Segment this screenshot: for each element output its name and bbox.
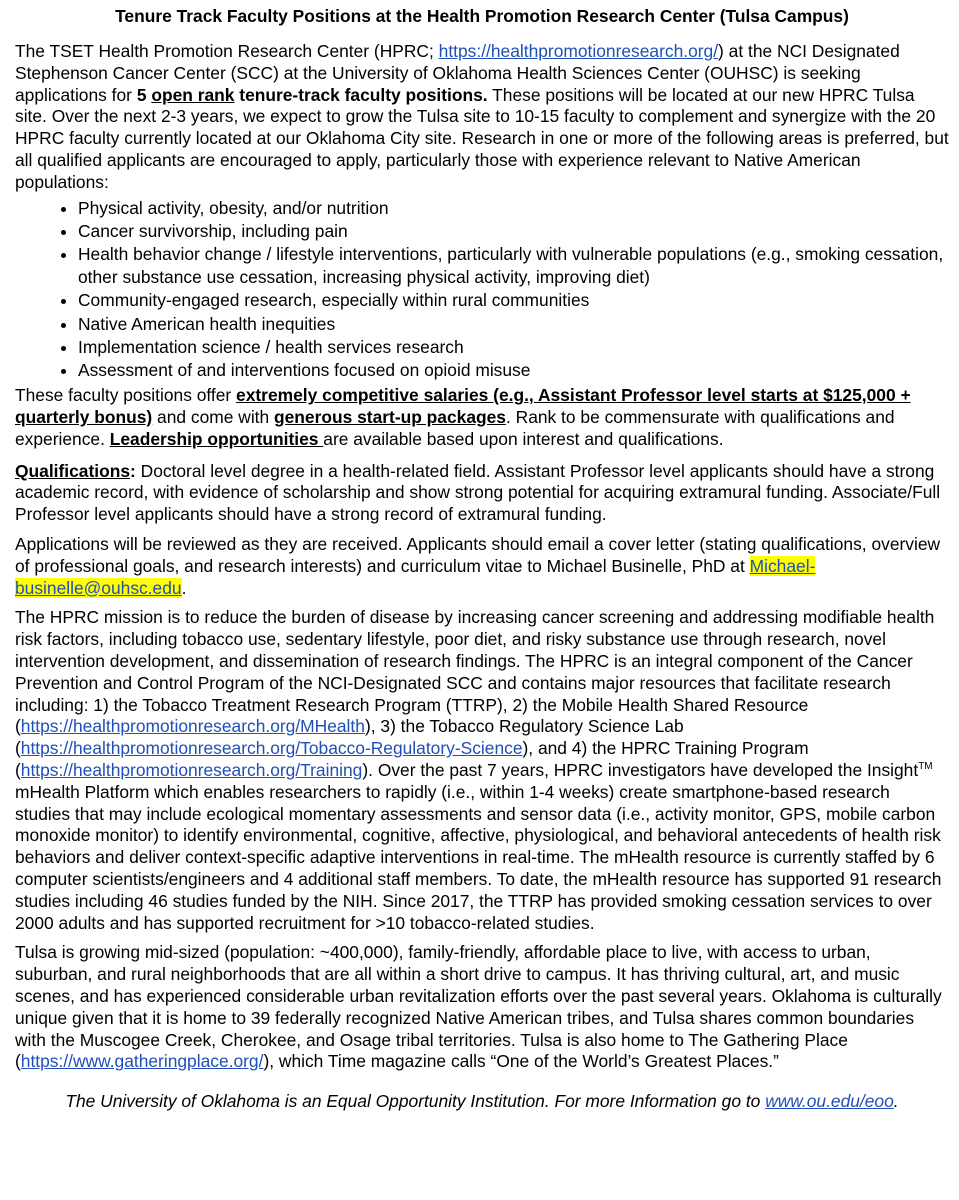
intro-text: ) at the NCI Designated Stephenson Cancer Center (SCC) at the University of Oklahoma Health Sciences Center (OUHSC) is seeking applications for: [15, 41, 900, 105]
footer-text: .: [893, 1091, 899, 1112]
gathering-place-link[interactable]: https://www.gatheringplace.org/: [20, 1051, 264, 1072]
tulsa-text: Tulsa is growing mid-sized (population: ~400,000), family-friendly, affordable place to live, with access to urban, suburban, and rural neighborhoods that are all within a short drive to campus. It has thriving cultural, art, and music scenes, and has experienced considerable urban revitalization efforts over the past several years. Oklahoma is culturally unique given that it is home to 39 federally recognized Native American tribes, and Tulsa shares common boundaries with the Muscogee Creek, Cherokee, and Osage tribal territories. Tulsa is also home to The Gathering Place (: [15, 942, 942, 1072]
application-text: Applications will be reviewed as they are received. Applicants should email a cover letter (stating qualifications, overview of professional goals, and research interests) and curriculum vitae to Michael Businelle, PhD at: [15, 533, 941, 576]
eoo-link[interactable]: www.ou.edu/eoo: [765, 1091, 894, 1112]
open-rank-text: open rank: [151, 84, 235, 105]
page-title: Tenure Track Faculty Positions at the Health Promotion Research Center (Tulsa Campus): [115, 6, 849, 26]
startup-text: generous start-up packages: [274, 407, 506, 427]
mission-paragraph: [15, 607, 949, 934]
mission-text: ). Over the past 7 years, HPRC investigators have developed the Insight: [362, 759, 919, 780]
mhealth-link[interactable]: https://healthpromotionresearch.org/MHealth: [20, 716, 365, 737]
email-link[interactable]: Michael-businelle@ouhsc.edu: [15, 555, 816, 598]
list-item: • Physical activity, obesity, and/or nutrition: [78, 197, 949, 220]
mission-text: ), and 4) the HPRC Training Program (: [15, 738, 809, 780]
research-areas-list: [15, 197, 949, 383]
positions-count: 5: [136, 84, 147, 105]
training-link[interactable]: https://healthpromotionresearch.org/Training: [20, 759, 363, 780]
list-item: • Cancer survivorship, including pain: [78, 220, 949, 243]
qualifications-paragraph: [15, 461, 949, 526]
offer-text: . Rank to be commensurate with qualifications and experience.: [15, 407, 895, 449]
intro-paragraph: [15, 41, 949, 194]
list-item: • Health behavior change / lifestyle interventions, particularly with vulnerable populations (e.g., smoking cessation, other substance use cessation, increasing physical activity, improving diet): [78, 243, 949, 289]
offer-text: and come with: [152, 407, 275, 427]
list-item: • Native American health inequities: [78, 313, 949, 336]
tulsa-text: ), which Time magazine calls “One of the World’s Greatest Places.”: [263, 1051, 779, 1072]
offer-text: These faculty positions offer: [15, 385, 237, 406]
application-text: .: [181, 577, 187, 598]
footer-note: [15, 1091, 949, 1113]
mission-text: mHealth Platform which enables researchers to rapidly (i.e., within 1-4 weeks) create smartphone-based research studies that may include ecological momentary assessments and sensor data (i.e., activity monitor, GPS, mobile carbon monoxide monitor) to identify environmental, cognitive, affective, physiological, and behavioral antecedents of health risk behaviors and deliver context-specific adaptive interventions in real-time. The mHealth resource is currently staffed by 6 computer scientists/engineers and 4 additional staff members. To date, the mHealth resource has supported 91 research studies including 46 studies funded by the NIH. Since 2017, the TTRP has provided smoking cessation services to over 2000 adults and has supported recruitment for >10 tobacco-related studies.: [15, 781, 942, 933]
tobacco-science-link[interactable]: https://healthpromotionresearch.org/Tobacco-Regulatory-Science: [20, 738, 523, 759]
qualifications-label: Qualifications: [15, 460, 130, 481]
intro-text: The TSET Health Promotion Research Center (HPRC;: [15, 41, 439, 61]
mission-text: ), 3) the Tobacco Regulatory Science Lab (: [15, 716, 684, 759]
salaries-text: extremely competitive salaries (e.g., Assistant Professor level starts at $125,000 + quarterly bonus): [15, 385, 911, 427]
mission-text: The HPRC mission is to reduce the burden of disease by increasing cancer screening and addressing modifiable health risk factors, including tobacco use, sedentary lifestyle, poor diet, and risky substance use through research, novel intervention development, and dissemination of research findings. The HPRC is an integral component of the Cancer Prevention and Control Program of the NCI-Designated SCC and contains major resources that facilitate research including: 1) the Tobacco Treatment Research Program (TTRP), 2) the Mobile Health Shared Resource (: [15, 607, 935, 737]
offer-paragraph: [15, 385, 949, 450]
tulsa-paragraph: [15, 942, 949, 1073]
qualifications-text: Doctoral level degree in a health-related field. Assistant Professor level applicants should have a strong academic record, with evidence of scholarship and show strong potential for acquiring extramural funding. Associate/Full Professor level applicants should have a strong record of extramural funding.: [15, 460, 941, 525]
list-item: • Community-engaged research, especially within rural communities: [78, 289, 949, 312]
hprc-link[interactable]: https://healthpromotionresearch.org/: [438, 41, 719, 61]
footer-text: The University of Oklahoma is an Equal Opportunity Institution. For more Information go to: [65, 1091, 766, 1112]
application-paragraph: [15, 534, 949, 599]
tenure-text: tenure-track faculty positions.: [239, 84, 488, 105]
intro-text: These positions will be located at our new HPRC Tulsa site. Over the next 2-3 years, we expect to grow the Tulsa site to 10-15 faculty to complement and synergize with the 20 HPRC faculty currently located at our Oklahoma City site. Research in one or more of the following areas is preferred, but all qualified applicants are encouraged to apply, particularly those with experience relevant to Native American populations:: [15, 84, 949, 192]
leadership-text: Leadership opportunities: [109, 428, 324, 449]
trademark-mark: TM: [918, 760, 933, 772]
list-item: • Assessment of and interventions focused on opioid misuse: [78, 359, 949, 382]
list-item: • Implementation science / health services research: [78, 336, 949, 359]
offer-text: are available based upon interest and qualifications.: [323, 428, 724, 449]
qualifications-colon: :: [130, 460, 136, 481]
